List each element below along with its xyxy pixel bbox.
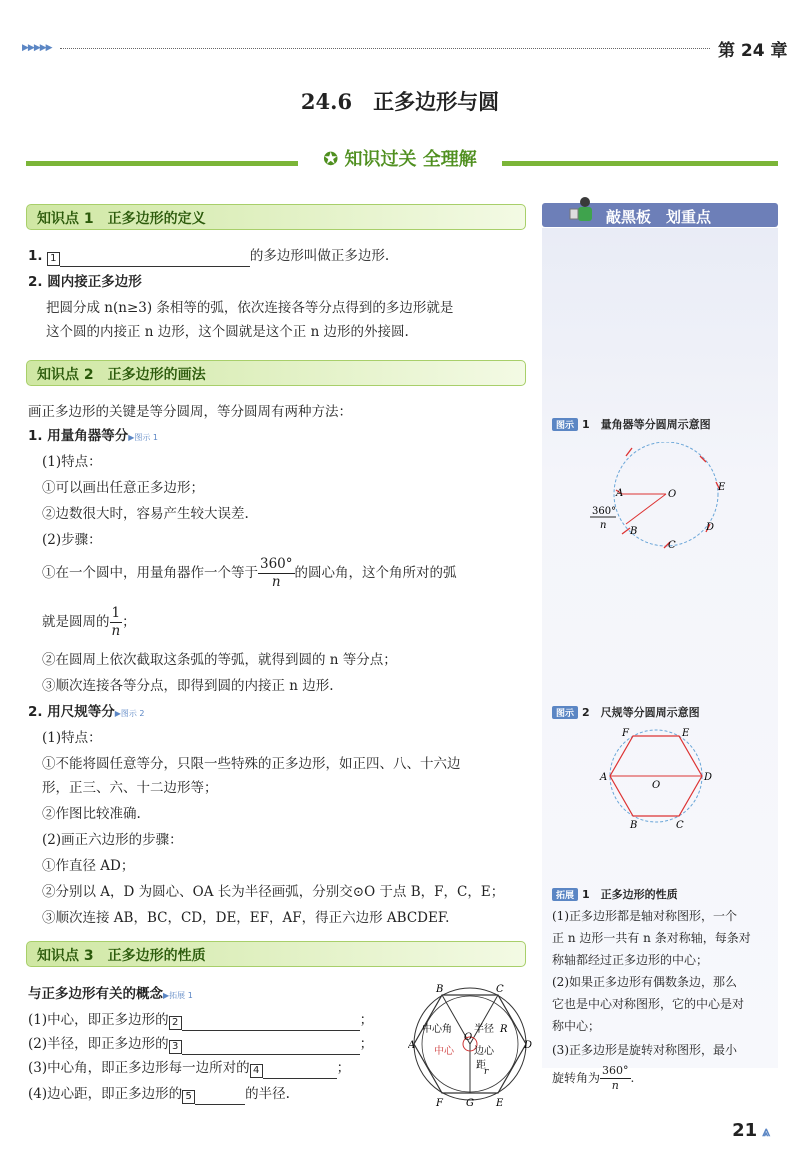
k2-a4: (2)步骤： <box>42 532 102 548</box>
label-apothem-2: 距 <box>476 1060 486 1071</box>
section-2-bar: 知识点 2 正多边形的画法 <box>26 360 526 386</box>
fig2-label-B: B <box>630 820 638 831</box>
k2-intro: 画正多边形的关键是等分圆周，等分圆周有两种方法： <box>28 404 352 420</box>
label-F: F <box>436 1098 443 1109</box>
ext1-line2: 正 n 边形一共有 n 条对称轴，每条对 <box>552 931 751 945</box>
fig2-label-C: C <box>676 820 684 831</box>
fig1-label-A: A <box>616 488 624 499</box>
banner-title: ✪ 知识过关 全理解 <box>323 149 477 170</box>
k2-b3: 形，正三、六、十二边形等； <box>42 780 218 796</box>
blank-box-4: 4 <box>250 1064 263 1078</box>
fraction-1-n: $\frac{1}{n}$ <box>111 605 121 639</box>
fig1-label-C: C <box>668 540 676 551</box>
k1-line4: 这个圆的内接正 n 边形，这个圆就是这个正 n 边形的外接圆. <box>46 324 409 340</box>
ext1-line6: 称中心； <box>552 1019 601 1033</box>
header-arrows: ▶▶▶▶▶ <box>22 43 52 53</box>
chapter-label: 第 24 章 <box>718 41 788 61</box>
k2-b7: ②分别以 A，D 为圆心、OA 长为半径画弧，分别交⊙O 于点 B，F，C，E； <box>42 884 505 900</box>
fraction-360-n: $\frac{360^\circ}{n}$ <box>260 556 293 590</box>
teacher-icon <box>568 195 602 225</box>
banner-icon: ✪ <box>323 149 345 170</box>
k2-b4: ②作图比较准确. <box>42 806 141 822</box>
fig1-ray-b <box>626 494 666 524</box>
hexagon-concept-figure <box>408 982 532 1118</box>
ext1-line4: (2)如果正多边形有偶数条边，那么 <box>552 975 737 989</box>
k1-line2: 2. 圆内接正多边形 <box>28 274 142 290</box>
label-A: A <box>408 1040 416 1051</box>
k2-b5: (2)画正六边形的步骤： <box>42 832 183 848</box>
fig1-label-D: D <box>706 522 715 533</box>
label-E: E <box>496 1098 504 1109</box>
k2-b6: ①作直径 AD； <box>42 858 135 874</box>
banner-line-left <box>26 161 298 166</box>
k3-head: 与正多边形有关的概念▶拓展 1 <box>28 986 193 1002</box>
ext1-title: 拓展 1 正多边形的性质 <box>552 886 678 902</box>
k2-a3: ②边数很大时，容易产生较大误差. <box>42 506 249 522</box>
k2-b1: (1)特点： <box>42 730 102 746</box>
ext1-fraction: $\frac{360^\circ}{n}$ <box>602 1064 629 1092</box>
k2-a7: ②在圆周上依次截取这条弧的等弧，就得到圆的 n 等分点； <box>42 652 397 668</box>
k3-c4: (4)边心距，即正多边形的 5 的半径. <box>28 1084 290 1105</box>
k2-b8: ③顺次连接 AB，BC，CD，DE，EF，AF，得正六边形 ABCDEF. <box>42 910 450 926</box>
blank-box-2: 2 <box>169 1016 182 1030</box>
blank-4 <box>263 1058 337 1079</box>
ext1-line5: 它也是中心对称图形，它的中心是对 <box>552 997 745 1011</box>
label-center: 中心 <box>434 1046 454 1057</box>
blank-box-5: 5 <box>182 1090 195 1104</box>
label-apothem-1: 边心 <box>474 1046 494 1057</box>
k2-b2: ①不能将圆任意等分，只限一些特殊的正多边形，如正四、八、十六边 <box>42 756 461 772</box>
label-B: B <box>436 984 444 995</box>
label-G: G <box>466 1098 474 1109</box>
label-D: D <box>524 1040 532 1051</box>
k1-line1: 1. 1 的多边形叫做正多边形. <box>28 246 389 267</box>
fig1-label-E: E <box>718 482 726 493</box>
compass-icon: ⩓ <box>757 1124 770 1140</box>
k3-c3: (3)中心角，即正多边形每一边所对的 4 ； <box>28 1058 350 1079</box>
blank-2 <box>182 1010 360 1031</box>
banner-line-right <box>502 161 778 166</box>
fig1-label-B: B <box>630 526 638 537</box>
fig1-frac-den: n <box>600 520 607 531</box>
label-center-angle: 中心角 <box>422 1024 452 1035</box>
k2-a5: ①在一个圆中，用量角器作一个等于 $\frac{360^\circ}{n}$ 的圆心角，这个角所对的弧 <box>42 556 457 590</box>
k2-a6: 就是圆周的 $\frac{1}{n}$ ； <box>42 605 136 639</box>
fig1-frac-num: 360° <box>592 506 617 517</box>
fig2-label-A: A <box>600 772 608 783</box>
page-number: 21 ⩓ <box>732 1120 770 1141</box>
blank-1 <box>60 246 250 267</box>
fig1-protractor-diagram <box>586 442 746 562</box>
page-title: 24.6 正多边形与圆 <box>300 89 500 114</box>
k3-c2: (2)半径，即正多边形的 3 ； <box>28 1034 373 1055</box>
label-R: R <box>500 1024 508 1035</box>
fig2-title: 图示 2 尺规等分圆周示意图 <box>552 704 700 720</box>
k2-method1: 1. 用量角器等分▶图示 1 <box>28 428 159 444</box>
label-r: r <box>484 1067 489 1077</box>
blank-5 <box>195 1084 245 1105</box>
label-radius: 半径 <box>474 1024 494 1035</box>
blank-box-1: 1 <box>47 252 60 266</box>
fig2-label-O: O <box>652 780 661 791</box>
section-3-bar: 知识点 3 正多边形的性质 <box>26 941 526 967</box>
ext1-line8: 旋转角为 $\frac{360^\circ}{n}$ . <box>552 1064 635 1092</box>
k1-line3: 把圆分成 n(n≥3) 条相等的弧，依次连接各等分点得到的多边形就是 <box>46 300 454 316</box>
k2-method2: 2. 用尺规等分▶图示 2 <box>28 704 145 720</box>
fig2-label-E: E <box>682 728 690 739</box>
ext1-line1: (1)正多边形都是轴对称图形，一个 <box>552 909 737 923</box>
section-1-bar: 知识点 1 正多边形的定义 <box>26 204 526 230</box>
k2-a2: ①可以画出任意正多边形； <box>42 480 204 496</box>
fig1-label-O: O <box>668 489 677 500</box>
header-rule <box>60 48 710 49</box>
fig2-label-F: F <box>622 728 629 739</box>
fig2-compass-diagram <box>596 724 716 832</box>
k2-a1: (1)特点： <box>42 454 102 470</box>
ext1-line7: (3)正多边形是旋转对称图形，最小 <box>552 1043 737 1057</box>
fig2-label-D: D <box>704 772 713 783</box>
fig1-title: 图示 1 量角器等分圆周示意图 <box>552 416 711 432</box>
label-C: C <box>496 984 504 995</box>
blank-box-3: 3 <box>169 1040 182 1054</box>
ext1-line3: 称轴都经过正多边形的中心； <box>552 953 709 967</box>
k2-a8: ③顺次连接各等分点，即得到圆的内接正 n 边形. <box>42 678 334 694</box>
k3-c1: (1)中心，即正多边形的 2 ； <box>28 1010 373 1031</box>
sidebar-header: 敲黑板 划重点 <box>542 203 778 227</box>
label-O: O <box>464 1032 473 1043</box>
blank-3 <box>182 1034 360 1055</box>
radius-line <box>470 995 498 1044</box>
